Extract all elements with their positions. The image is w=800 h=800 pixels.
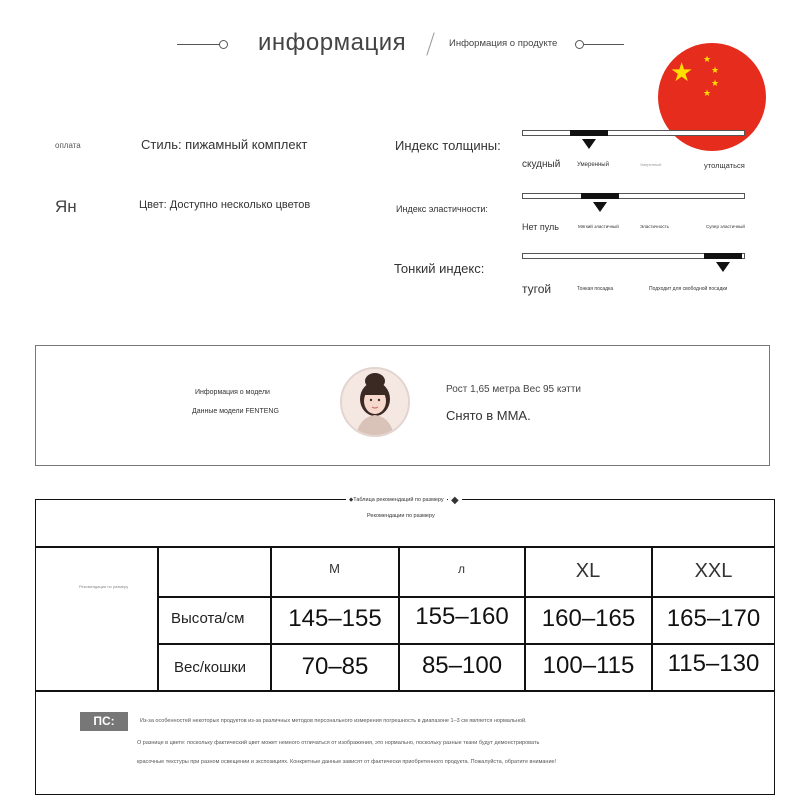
model-portrait-icon bbox=[342, 369, 408, 435]
row-label-height: Высота/см bbox=[171, 610, 245, 627]
note-line-2: О разнице в цвете: поскольку фактический цвет может немного отличаться от изображения, это нормально, поскольку разные ткани будут демонстрировать bbox=[137, 740, 540, 746]
model-info-label: Информация о модели bbox=[195, 389, 270, 396]
elasticity-index-label: Индекс эластичности: bbox=[396, 204, 488, 214]
elasticity-level-marker bbox=[593, 202, 607, 212]
size-table-subtitle: Рекомендации по размеру bbox=[367, 513, 435, 519]
table-cell: 100–115 bbox=[542, 652, 635, 679]
table-cell: 115–130 bbox=[667, 650, 760, 677]
table-cell: 155–160 bbox=[415, 603, 509, 630]
fit-index-label: Тонкий индекс: bbox=[394, 261, 485, 276]
note-line-3: красочные текстуры при разном освещении и экспозициях. Конкретные данные зависят от фактически приобретенного продукта. Пожалуйста, обратите внимание! bbox=[137, 759, 557, 765]
header-line-right bbox=[584, 44, 624, 45]
avatar bbox=[340, 367, 410, 437]
model-shot-location: Снято в ММА. bbox=[446, 408, 531, 423]
size-col-l: л bbox=[457, 562, 465, 576]
thickness-index-label: Индекс толщины: bbox=[395, 138, 501, 153]
elasticity-scale-label-2: Мягкий эластичный bbox=[578, 224, 619, 229]
elasticity-scale-label-3: Эластичность bbox=[640, 224, 670, 229]
fit-scale-label-2: Тонкая посадка bbox=[577, 286, 614, 292]
grid-line bbox=[35, 546, 775, 548]
row-label-weight: Вес/кошки bbox=[174, 659, 247, 676]
thickness-scale-label-3: Умеренный bbox=[640, 162, 662, 167]
elasticity-scale-label-1: Нет пуль bbox=[522, 222, 559, 232]
table-cell: 85–100 bbox=[421, 652, 503, 679]
table-cell: 165–170 bbox=[666, 605, 761, 632]
size-table bbox=[35, 499, 775, 795]
size-col-m: М bbox=[329, 561, 340, 576]
grid-line bbox=[157, 596, 775, 598]
brand-label: Ян bbox=[55, 197, 77, 216]
header-dot-right bbox=[575, 40, 584, 49]
thickness-scale-label-1: скудный bbox=[522, 159, 561, 170]
style-label: Стиль: пижамный комплект bbox=[141, 137, 308, 152]
header-line-left bbox=[177, 44, 221, 45]
china-flag-icon: ★ ★ ★ ★ ★ bbox=[658, 43, 766, 151]
size-table-title: ◆Таблица рекомендаций по размеру bbox=[346, 497, 447, 503]
fit-level-fill bbox=[704, 253, 742, 259]
size-side-label: Рекомендации по размеру bbox=[79, 584, 129, 589]
thickness-scale-label-2: Умеренный bbox=[577, 162, 609, 168]
page-subtitle: Информация о продукте bbox=[449, 38, 558, 49]
thickness-level-marker bbox=[582, 139, 596, 149]
size-col-xxl: XXL bbox=[694, 560, 733, 582]
model-stats: Рост 1,65 метра Вес 95 кэтти bbox=[446, 384, 582, 395]
grid-line bbox=[35, 690, 775, 692]
header-divider bbox=[426, 32, 434, 55]
elasticity-scale-label-4: Супер эластичный bbox=[706, 224, 745, 229]
grid-line bbox=[157, 643, 775, 645]
table-cell: 70–85 bbox=[301, 653, 369, 680]
size-col-xl: XL bbox=[575, 560, 601, 582]
diamond-icon: ◆ bbox=[448, 495, 462, 506]
table-cell: 160–165 bbox=[541, 605, 636, 632]
fit-scale-label-1: тугой bbox=[522, 282, 552, 296]
header-dot-left bbox=[219, 40, 228, 49]
payment-label: оплата bbox=[55, 141, 81, 150]
elasticity-level-fill bbox=[581, 193, 619, 199]
grid-line bbox=[157, 546, 159, 690]
elasticity-scale-bar bbox=[522, 193, 745, 199]
thickness-scale-bar bbox=[522, 130, 745, 136]
page-title: информация bbox=[258, 29, 407, 56]
fit-level-marker bbox=[716, 262, 730, 272]
fit-scale-label-3: Подходит для свободной посадки bbox=[649, 286, 728, 292]
thickness-scale-label-4: утолщаться bbox=[704, 161, 745, 170]
table-cell: 145–155 bbox=[288, 605, 382, 632]
thickness-level-fill bbox=[570, 130, 608, 136]
model-data-label: Данные модели FENTENG bbox=[192, 408, 279, 415]
note-line-1: Из-за особенностей некоторых продуктов из-за различных методов персонального измерения погрешность в диапазоне 1–3 см является нормальной. bbox=[140, 718, 527, 724]
color-label: Цвет: Доступно несколько цветов bbox=[139, 199, 311, 211]
ps-badge: ПС: bbox=[80, 712, 128, 731]
